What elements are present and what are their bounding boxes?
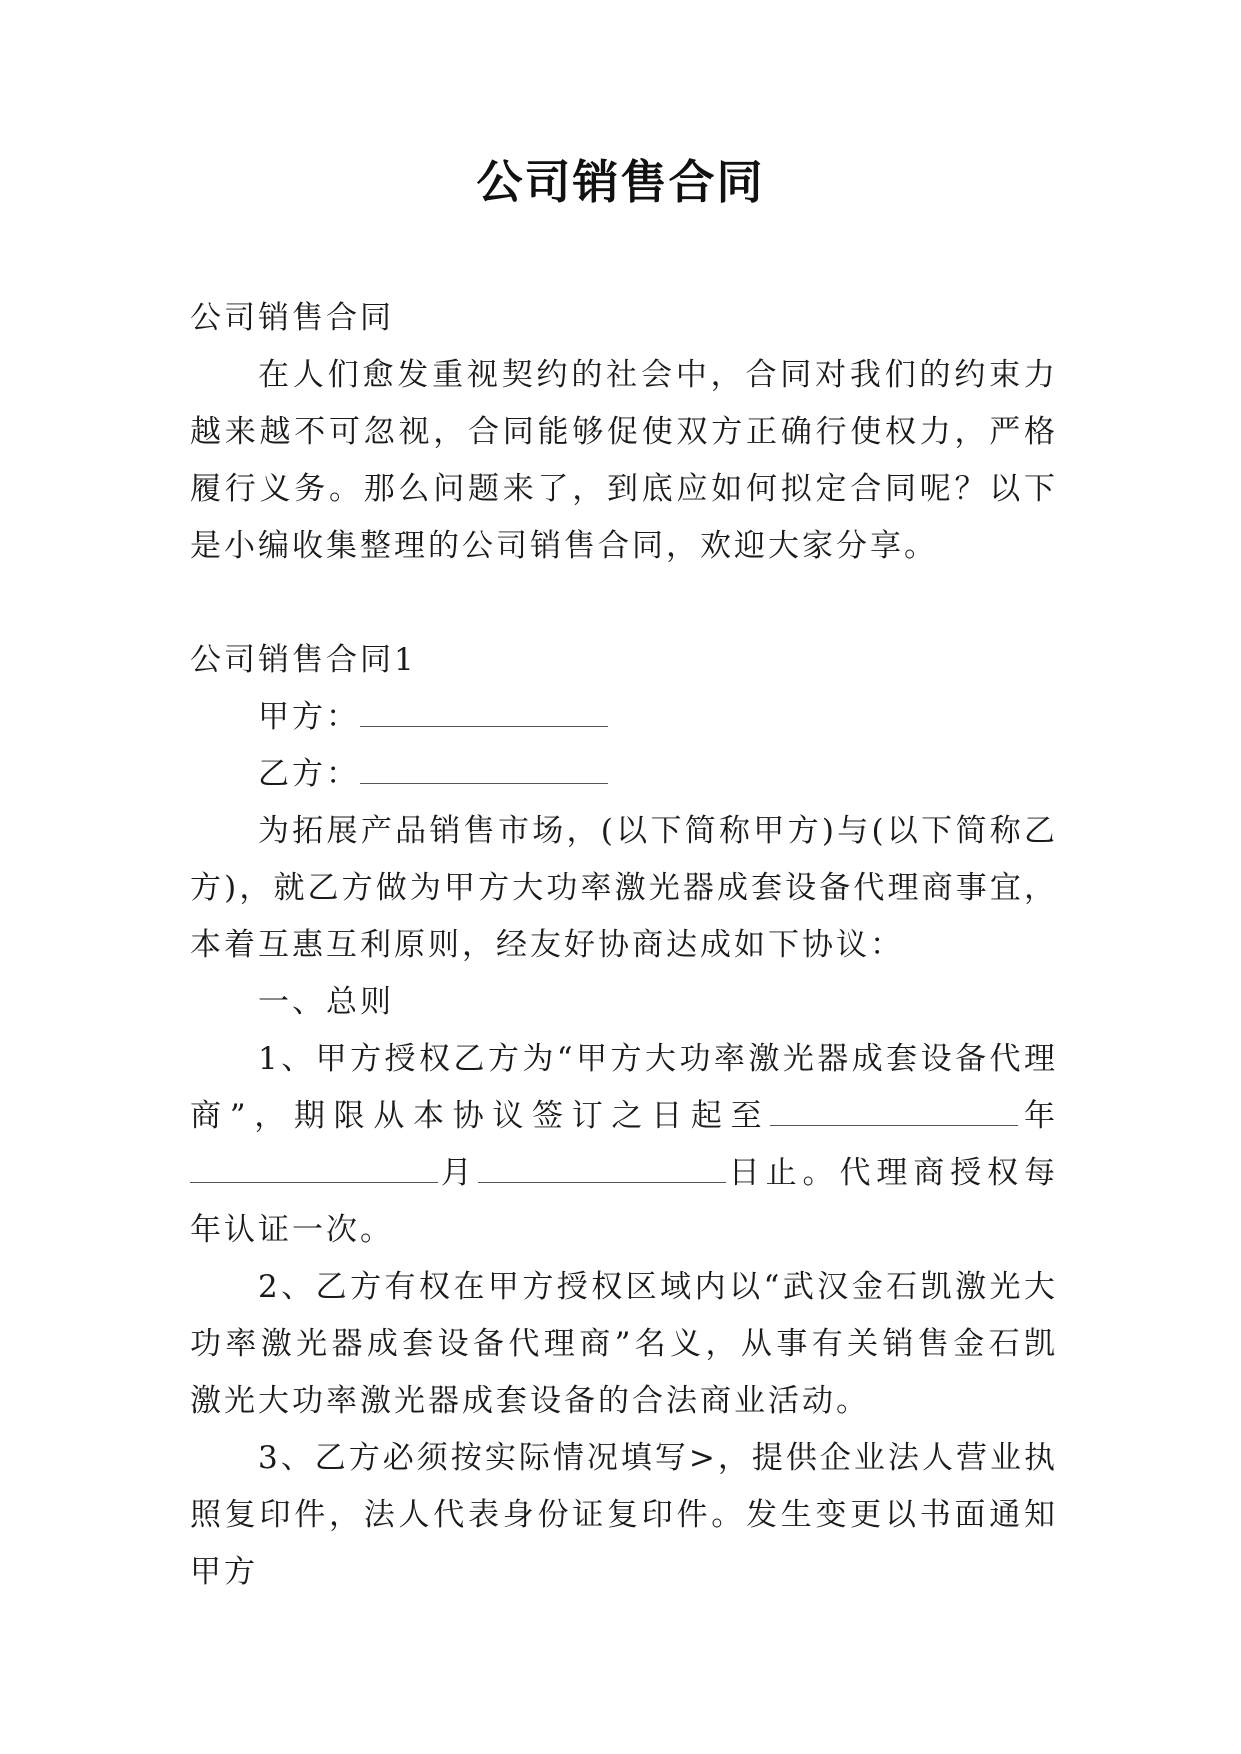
clause-2: 2、乙方有权在甲方授权区域内以“武汉金石凯激光大功率激光器成套设备代理商”名义，从事有关销售金石凯激光大功率激光器成套设备的合法商业活动。: [190, 1269, 1058, 1419]
clause-1-text-end: 日止。代理商授权每年认证一次。: [190, 1155, 1059, 1248]
party-a-blank: [360, 702, 608, 727]
clause-3: 3、乙方必须按实际情况填写>，提供企业法人营业执照复印件，法人代表身份证复印件。发生变更以书面通知甲方: [190, 1440, 1058, 1590]
document-body: [190, 290, 1058, 1601]
month-label: 月: [438, 1155, 478, 1191]
month-blank: [190, 1158, 438, 1183]
clause-1: [190, 1031, 1058, 1259]
party-b-line: [190, 746, 1058, 803]
year-blank: [770, 1101, 1018, 1126]
general-heading: 一、总则: [258, 984, 394, 1020]
party-b-blank: [360, 759, 608, 784]
day-blank: [478, 1158, 726, 1183]
document-title: 公司销售合同: [476, 155, 765, 209]
party-a-line: [190, 689, 1058, 746]
preamble-paragraph: 为拓展产品销售市场，(以下简称甲方)与(以下简称乙方)，就乙方做为甲方大功率激光器成套设备代理商事宜，本着互惠互利原则，经友好协商达成如下协议：: [190, 813, 1058, 963]
section-heading: 公司销售合同1: [190, 642, 417, 678]
year-label: 年: [1018, 1098, 1058, 1134]
intro-paragraph: 在人们愈发重视契约的社会中，合同对我们的约束力越来越不可忽视，合同能够促使双方正确行使权力，严格履行义务。那么问题来了，到底应如何拟定合同呢？以下是小编收集整理的公司销售合同，欢迎大家分享。: [190, 357, 1058, 564]
document-subtitle: 公司销售合同: [190, 300, 394, 336]
party-a-label: 甲方：: [258, 699, 360, 735]
party-b-label: 乙方：: [258, 756, 360, 792]
clause-1-text: 1、甲方授权乙方为“甲方大功率激光器成套设备代理商”，期限从本协议签订之日起至: [190, 1041, 1058, 1134]
